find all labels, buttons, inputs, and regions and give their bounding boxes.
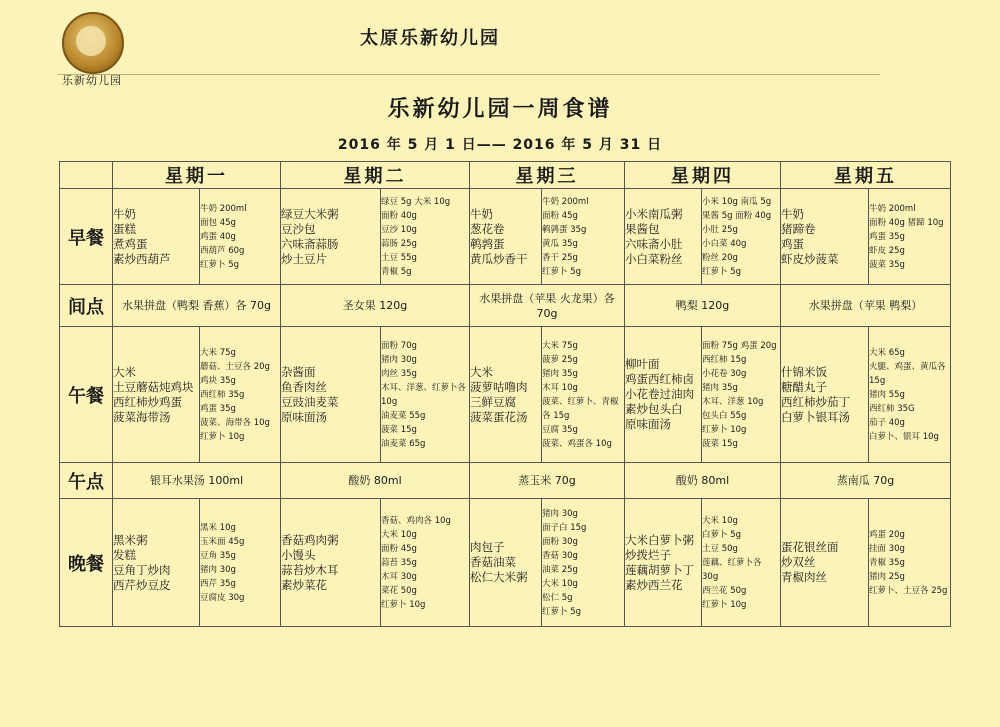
ingredient-amount: 菜花 50g xyxy=(381,585,417,596)
ingredient-amount: 火腿、鸡蛋、黄瓜各 15g xyxy=(869,361,946,386)
logo-caption: 乐新幼儿园 xyxy=(62,74,122,87)
dish-name: 素炒西葫芦 xyxy=(113,251,171,266)
ingredient-amount: 小肚 25g xyxy=(702,224,738,235)
snack_am-item-friday: 水果拼盘（苹果 鸭梨） xyxy=(781,285,951,327)
dish-name: 菠菜海带汤 xyxy=(113,409,171,424)
ingredient-amount: 大米 10g xyxy=(542,578,578,589)
dish-name: 菠萝咕噜肉 xyxy=(470,379,528,394)
ingredient-amount: 青椒 35g xyxy=(869,557,905,568)
dinner-ingredients-thursday xyxy=(702,499,781,627)
ingredient-amount: 菠菜 15g xyxy=(381,424,417,435)
ingredient-amount: 豆腐皮 30g xyxy=(200,592,245,603)
ingredient-amount: 面粉 70g xyxy=(381,340,417,351)
lunch-dishes-thursday xyxy=(625,327,702,463)
ingredient-amount: 土豆 55g xyxy=(381,252,417,263)
snack_am-item-wednesday: 水果拼盘（苹果 火龙果）各 70g xyxy=(470,285,625,327)
ingredient-amount: 面粉 40g xyxy=(381,210,417,221)
ingredient-amount: 包头白 55g xyxy=(702,410,747,421)
ingredient-amount: 茄子 40g xyxy=(869,417,905,428)
dish-name: 柳叶面 xyxy=(625,357,660,371)
dish-name: 白萝卜银耳汤 xyxy=(781,409,850,424)
lunch-dishes-friday xyxy=(781,327,869,463)
ingredient-amount: 鹌鹑蛋 35g xyxy=(542,224,587,235)
dish-name: 牛奶 xyxy=(113,206,136,221)
ingredient-amount: 蒜肠 25g xyxy=(381,238,417,249)
meal-label-breakfast: 早餐 xyxy=(60,189,113,285)
dish-name: 豆角丁炒肉 xyxy=(113,562,171,577)
dish-name: 大米 xyxy=(470,364,493,379)
ingredient-amount: 木耳 30g xyxy=(381,571,417,582)
ingredient-amount: 猪肉 25g xyxy=(869,571,905,582)
breakfast-ingredients-monday xyxy=(200,189,281,285)
ingredient-amount: 大米 65g xyxy=(869,347,905,358)
ingredient-amount: 大米 10g xyxy=(381,529,417,540)
day-header-monday: 星期一 xyxy=(113,162,281,189)
ingredient-amount: 猪肉 30g xyxy=(200,564,236,575)
dish-name: 鹌鹑蛋 xyxy=(470,236,505,251)
meal-label-afternoon-snack: 午点 xyxy=(60,463,113,499)
ingredient-amount: 香菇、鸡肉各 10g xyxy=(381,515,451,526)
ingredient-amount: 面粉 45g xyxy=(542,210,578,221)
ingredient-amount: 蘑菇、土豆各 20g xyxy=(200,361,270,372)
ingredient-amount: 莲藕、红萝卜各 30g xyxy=(702,557,762,582)
ingredient-amount: 大米 75g xyxy=(200,347,236,358)
ingredient-amount: 鸡蛋 35g xyxy=(869,231,905,242)
dinner-dishes-wednesday xyxy=(470,499,542,627)
dish-name: 豆豉油麦菜 xyxy=(281,394,339,409)
dish-name: 大米 xyxy=(113,364,136,379)
dish-name: 黑米粥 xyxy=(113,532,148,547)
lunch-ingredients-tuesday xyxy=(381,327,470,463)
ingredient-amount: 面包 45g xyxy=(200,217,236,228)
dish-name: 小馒头 xyxy=(281,547,316,562)
dish-name: 豆沙包 xyxy=(281,221,316,236)
ingredient-amount: 土豆 50g xyxy=(702,543,738,554)
day-header-tuesday: 星期二 xyxy=(281,162,470,189)
ingredient-amount: 西葫芦 60g xyxy=(200,245,245,256)
ingredient-amount: 牛奶 200ml xyxy=(200,203,247,214)
snack_pm-item-wednesday: 蒸玉米 70g xyxy=(470,463,625,499)
dish-name: 六味斋蒜肠 xyxy=(281,236,339,251)
day-header-friday: 星期五 xyxy=(781,162,951,189)
ingredient-amount: 红萝卜 10g xyxy=(702,424,747,435)
dish-name: 炒土豆片 xyxy=(281,251,327,266)
ingredient-amount: 鸡块 35g xyxy=(200,375,236,386)
dinner-dishes-thursday xyxy=(625,499,702,627)
snack_pm-item-thursday: 酸奶 80ml xyxy=(625,463,781,499)
dish-name: 土豆蘑菇炖鸡块 xyxy=(113,379,194,394)
breakfast-dishes-thursday xyxy=(625,189,702,285)
weekly-menu-table xyxy=(59,161,951,627)
snack_pm-item-monday: 银耳水果汤 100ml xyxy=(113,463,281,499)
ingredient-amount: 红萝卜 5g xyxy=(542,266,582,277)
ingredient-amount: 木耳、洋葱 10g xyxy=(702,396,764,407)
ingredient-amount: 红萝卜 5g xyxy=(542,606,582,617)
ingredient-amount: 白萝卜、银耳 10g xyxy=(869,431,939,442)
ingredient-amount: 绿豆 5g 大米 10g xyxy=(381,196,451,207)
dish-name: 肉包子 xyxy=(470,540,505,554)
ingredient-amount: 菠菜、红萝卜、青椒各 15g xyxy=(542,396,619,421)
dish-name: 葱花卷 xyxy=(470,221,505,236)
ingredient-amount: 木耳、洋葱、红萝卜各 10g xyxy=(381,382,467,407)
day-header-row xyxy=(60,162,951,189)
dish-name: 素炒菜花 xyxy=(281,577,327,592)
dish-name: 三鲜豆腐 xyxy=(470,394,516,409)
ingredient-amount: 果酱 5g 面粉 40g xyxy=(702,210,772,221)
lunch-dishes-monday xyxy=(113,327,200,463)
breakfast-dishes-friday xyxy=(781,189,869,285)
dinner-dishes-friday xyxy=(781,499,869,627)
page-title: 乐新幼儿园一周食谱 xyxy=(387,97,613,122)
ingredient-amount: 黑米 10g xyxy=(200,522,236,533)
ingredient-amount: 青椒 5g xyxy=(381,266,412,277)
school-name: 太原乐新幼儿园 xyxy=(360,28,500,49)
ingredient-amount: 虾皮 25g xyxy=(869,245,905,256)
dish-name: 炒拨烂子 xyxy=(625,547,671,562)
dinner-row xyxy=(60,499,951,627)
dish-name: 原味面汤 xyxy=(625,417,671,431)
lunch-ingredients-thursday xyxy=(702,327,781,463)
lunch-ingredients-wednesday xyxy=(542,327,625,463)
ingredient-amount: 猪肉 35g xyxy=(542,368,578,379)
ingredient-amount: 面粉 45g xyxy=(381,543,417,554)
ingredient-amount: 红萝卜、土豆各 25g xyxy=(869,585,948,596)
dish-name: 牛奶 xyxy=(470,206,493,221)
dish-name: 莲藕胡萝卜丁 xyxy=(625,562,694,577)
dinner-dishes-tuesday xyxy=(281,499,381,627)
ingredient-amount: 牛奶 200ml xyxy=(542,196,589,207)
date-range: 2016 年 5 月 1 日—— 2016 年 5 月 31 日 xyxy=(337,137,663,153)
ingredient-amount: 西红柿 15g xyxy=(702,354,747,365)
ingredient-amount: 鸡蛋 20g xyxy=(869,529,905,540)
ingredient-amount: 小白菜 40g xyxy=(702,238,747,249)
dish-name: 小花卷过油肉 xyxy=(625,387,694,401)
dish-name: 蛋糕 xyxy=(113,221,136,236)
ingredient-amount: 西兰花 50g xyxy=(702,585,747,596)
morning-snack-row xyxy=(60,285,951,327)
ingredient-amount: 蒜苔 35g xyxy=(381,557,417,568)
dish-name: 香菇油菜 xyxy=(470,555,516,569)
dish-name: 素炒西兰花 xyxy=(625,577,683,592)
dish-name: 炒双丝 xyxy=(781,555,816,569)
ingredient-amount: 猪肉 35g xyxy=(702,382,738,393)
ingredient-amount: 豆沙 10g xyxy=(381,224,417,235)
meal-label-lunch: 午餐 xyxy=(60,327,113,463)
ingredient-amount: 油菜 25g xyxy=(542,564,578,575)
dish-name: 煮鸡蛋 xyxy=(113,236,148,251)
dish-name: 虾皮炒菠菜 xyxy=(781,251,839,266)
ingredient-amount: 猪肉 30g xyxy=(381,354,417,365)
lunch-ingredients-monday xyxy=(200,327,281,463)
breakfast-ingredients-thursday xyxy=(702,189,781,285)
ingredient-amount: 西红柿 35G xyxy=(869,403,915,414)
ingredient-amount: 鸡蛋 35g xyxy=(200,403,236,414)
ingredient-amount: 小花卷 30g xyxy=(702,368,747,379)
snack_am-item-tuesday: 圣女果 120g xyxy=(281,285,470,327)
ingredient-amount: 油麦菜 65g xyxy=(381,438,426,449)
ingredient-amount: 红萝卜 10g xyxy=(702,599,747,610)
ingredient-amount: 菠菜 35g xyxy=(869,259,905,270)
meal-label-morning-snack: 间点 xyxy=(60,285,113,327)
breakfast-ingredients-friday xyxy=(869,189,951,285)
day-header-thursday: 星期四 xyxy=(625,162,781,189)
ingredient-amount: 菠菜、海带各 10g xyxy=(200,417,270,428)
ingredient-amount: 白萝卜 5g xyxy=(702,529,742,540)
ingredient-amount: 香干 25g xyxy=(542,252,578,263)
ingredient-amount: 面粉 30g xyxy=(542,536,578,547)
dish-name: 西红柿炒鸡蛋 xyxy=(113,394,182,409)
ingredient-amount: 红萝卜 5g xyxy=(702,266,742,277)
ingredient-amount: 大米 75g xyxy=(542,340,578,351)
ingredient-amount: 西红柿 35g xyxy=(200,389,245,400)
ingredient-amount: 面粉 75g 鸡蛋 20g xyxy=(702,340,777,351)
dish-name: 鸡蛋 xyxy=(781,236,804,251)
snack_pm-item-friday: 蒸南瓜 70g xyxy=(781,463,951,499)
ingredient-amount: 木耳 10g xyxy=(542,382,578,393)
dish-name: 松仁大米粥 xyxy=(470,570,528,584)
lunch-row xyxy=(60,327,951,463)
ingredient-amount: 鸡蛋 40g xyxy=(200,231,236,242)
dish-name: 果酱包 xyxy=(625,221,660,236)
dish-name: 绿豆大米粥 xyxy=(281,206,339,221)
dish-name: 大米白萝卜粥 xyxy=(625,532,694,547)
dish-name: 鸡蛋西红柿卤 xyxy=(625,372,694,386)
ingredient-amount: 西芹 35g xyxy=(200,578,236,589)
dish-name: 发糕 xyxy=(113,547,136,562)
breakfast-dishes-tuesday xyxy=(281,189,381,285)
ingredient-amount: 菠菜、鸡蛋各 10g xyxy=(542,438,612,449)
ingredient-amount: 黄瓜 35g xyxy=(542,238,578,249)
dish-name: 青椒肉丝 xyxy=(781,570,827,584)
dish-name: 蛋花银丝面 xyxy=(781,540,839,554)
ingredient-amount: 玉米面 45g xyxy=(200,536,245,547)
snack_pm-item-tuesday: 酸奶 80ml xyxy=(281,463,470,499)
breakfast-ingredients-wednesday xyxy=(542,189,625,285)
dish-name: 小白菜粉丝 xyxy=(625,251,683,266)
dish-name: 猪蹄卷 xyxy=(781,221,816,236)
dinner-dishes-monday xyxy=(113,499,200,627)
snack_am-item-thursday: 鸭梨 120g xyxy=(625,285,781,327)
header-divider xyxy=(58,74,880,75)
ingredient-amount: 红萝卜 5g xyxy=(200,259,240,270)
ingredient-amount: 面粉 40g 猪蹄 10g xyxy=(869,217,944,228)
ingredient-amount: 挂面 30g xyxy=(869,543,905,554)
ingredient-amount: 菠菜 15g xyxy=(702,438,738,449)
ingredient-amount: 肉丝 35g xyxy=(381,368,417,379)
dish-name: 六味斋小肚 xyxy=(625,236,683,251)
ingredient-amount: 豆腐 35g xyxy=(542,424,578,435)
dish-name: 牛奶 xyxy=(781,206,804,221)
dish-name: 原味面汤 xyxy=(281,409,327,424)
day-header-wednesday: 星期三 xyxy=(470,162,625,189)
dish-name: 素炒包头白 xyxy=(625,402,683,416)
corner-cell xyxy=(60,162,113,189)
ingredient-amount: 香菇 30g xyxy=(542,550,578,561)
meal-label-dinner: 晚餐 xyxy=(60,499,113,627)
ingredient-amount: 小米 10g 南瓜 5g xyxy=(702,196,772,207)
dish-name: 香菇鸡肉粥 xyxy=(281,532,339,547)
dish-name: 菠菜蛋花汤 xyxy=(470,409,528,424)
dinner-ingredients-monday xyxy=(200,499,281,627)
dish-name: 蒜苔炒木耳 xyxy=(281,562,339,577)
ingredient-amount: 油麦菜 55g xyxy=(381,410,426,421)
ingredient-amount: 大米 10g xyxy=(702,515,738,526)
dish-name: 小米南瓜粥 xyxy=(625,206,683,221)
ingredient-amount: 牛奶 200ml xyxy=(869,203,916,214)
ingredient-amount: 红萝卜 10g xyxy=(381,599,426,610)
dish-name: 什锦米饭 xyxy=(781,364,827,379)
breakfast-ingredients-tuesday xyxy=(381,189,470,285)
breakfast-dishes-monday xyxy=(113,189,200,285)
ingredient-amount: 松仁 5g xyxy=(542,592,573,603)
dish-name: 鱼香肉丝 xyxy=(281,379,327,394)
breakfast-row xyxy=(60,189,951,285)
lunch-dishes-tuesday xyxy=(281,327,381,463)
ingredient-amount: 粉丝 20g xyxy=(702,252,738,263)
ingredient-amount: 猪肉 55g xyxy=(869,389,905,400)
lunch-dishes-wednesday xyxy=(470,327,542,463)
dinner-ingredients-wednesday xyxy=(542,499,625,627)
dish-name: 黄瓜炒香干 xyxy=(470,251,528,266)
dish-name: 杂酱面 xyxy=(281,364,316,379)
ingredient-amount: 豆角 35g xyxy=(200,550,236,561)
dinner-ingredients-friday xyxy=(869,499,951,627)
ingredient-amount: 面子白 15g xyxy=(542,522,587,533)
lunch-ingredients-friday xyxy=(869,327,951,463)
dish-name: 西芹炒豆皮 xyxy=(113,577,171,592)
snack_am-item-monday: 水果拼盘（鸭梨 香蕉）各 70g xyxy=(113,285,281,327)
ingredient-amount: 红萝卜 10g xyxy=(200,431,245,442)
breakfast-dishes-wednesday xyxy=(470,189,542,285)
ingredient-amount: 菠萝 25g xyxy=(542,354,578,365)
dish-name: 糖醋丸子 xyxy=(781,379,827,394)
dinner-ingredients-tuesday xyxy=(381,499,470,627)
afternoon-snack-row xyxy=(60,463,951,499)
ingredient-amount: 猪肉 30g xyxy=(542,508,578,519)
dish-name: 西红柿炒茄丁 xyxy=(781,394,850,409)
